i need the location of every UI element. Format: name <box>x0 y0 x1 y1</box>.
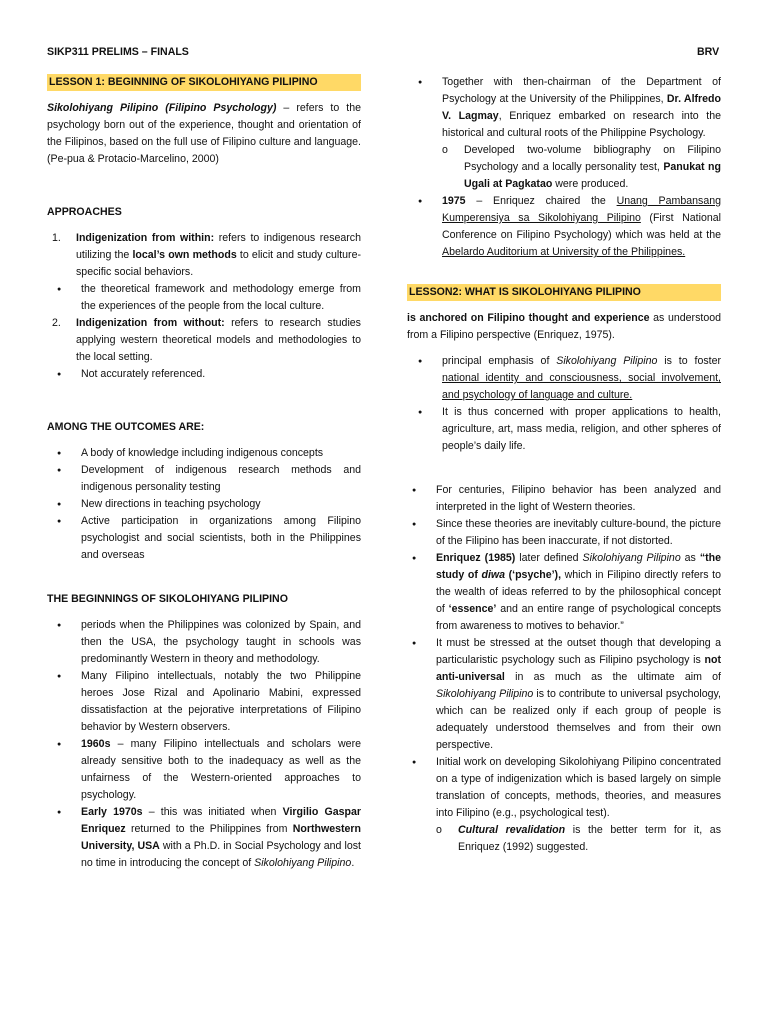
beginnings-list <box>47 617 361 872</box>
beginnings-item: ● 1960s – many Filipino intellectuals and scholars were already sensitive both to the inadequacy as well as the unfairness of the Western-oriented approaches to psychology. <box>81 736 361 804</box>
approaches-list <box>47 230 361 383</box>
beginnings-item: ● Early 1970s – this was initiated when Virgilio Gaspar Enriquez returned to the Philippines from Northwestern University, USA with a Ph.D. in Social Psychology and lost no time in introducing the concept of Sikolohiyang Pilipino. <box>81 804 361 872</box>
lesson2-heading: LESSON2: WHAT IS SIKOLOHIYANG PILIPINO <box>407 284 721 301</box>
anchored-paragraph: is anchored on Filipino thought and experience as understood from a Filipino perspective (Enriquez, 1975). <box>407 312 721 341</box>
western-item: ● It must be stressed at the outset though that developing a particularistic psychology such as Filipino psychology is not anti-universal in as much as the ultimate aim of Sikolohiyang Pilipino is to contribute to universal psychology, which can be realized only if each group of people is adequately understood themselves and from their own perspective. <box>436 635 721 754</box>
beginnings-item: ● Many Filipino intellectuals, notably the two Philippine heroes Jose Rizal and Apolinario Mabini, expressed dissatisfaction at the pejorative interpretations of Filipino behavior by Western observers. <box>81 668 361 736</box>
outcome-item: ● Development of indigenous research methods and indigenous personality testing <box>81 462 361 496</box>
history-item: ● Together with then-chairman of the Department of Psychology at the University of the Philippines, Dr. Alfredo V. Lagmay, Enriquez embarked on research into the historical and cultural roots of the Philippine Psychology. o Developed two-volume bibliography on Filipino Psychology and a locally personality test, Panukat ng Ugali at Pagkatao were produced. <box>442 74 721 193</box>
western-item: ● Initial work on developing Sikolohiyang Pilipino concentrated on a type of indigenization which is based largely on simple translation of concepts, methods, theories, and measures into Filipino (e.g., psychological test). o Cultural revalidation is the better term for it, as Enriquez (1992) suggested. <box>436 754 721 856</box>
beginnings-item: ● periods when the Philippines was colonized by Spain, and then the USA, the psychology taught in schools was predominantly Western in theory and methodology. <box>81 617 361 668</box>
history-subitem: o Developed two-volume bibliography on Filipino Psychology and a locally personality test, Panukat ng Ugali at Pagkatao were produced. <box>464 142 721 193</box>
outcomes-list <box>47 445 361 564</box>
western-list <box>407 482 721 856</box>
western-item: ● Enriquez (1985) later defined Sikolohiyang Pilipino as “the study of diwa (‘psyche’), which in Filipino directly refers to the wealth of ideas referred to by the philosophical concept of ‘essence’ and an entire range of psychological concepts from awareness to motives to behavior.” <box>436 550 721 635</box>
emphasis-item: ● It is thus concerned with proper applications to health, agriculture, art, mass media, religion, and other spheres of people’s daily life. <box>442 404 721 455</box>
outcome-item: ● Active participation in organizations among Filipino psychologist and social scientists, both in the Philippines and overseas <box>81 513 361 564</box>
history-item: ● 1975 – Enriquez chaired the Unang Pambansang Kumperensiya sa Sikolohiyang Pilipino (First National Conference on Filipino Psychology) which was held at the Abelardo Auditorium at University of the Philippines. <box>442 193 721 261</box>
western-item: ● Since these theories are inevitably culture-bound, the picture of the Filipino has been inaccurate, if not distorted. <box>436 516 721 550</box>
history-list <box>407 74 721 261</box>
western-subitem: o Cultural revalidation is the better term for it, as Enriquez (1992) suggested. <box>458 822 721 856</box>
lesson1-heading: LESSON 1: BEGINNING OF SIKOLOHIYANG PILIPINO <box>47 74 361 91</box>
right-column <box>407 74 721 856</box>
approaches-heading: APPROACHES <box>47 206 122 218</box>
emphasis-item: ● principal emphasis of Sikolohiyang Pilipino is to foster national identity and consciousness, social involvement, and psychology of language and culture. <box>442 353 721 404</box>
outcome-item: ● A body of knowledge including indigenous concepts <box>81 445 361 462</box>
left-column <box>47 74 361 872</box>
history-sublist <box>442 142 721 193</box>
beginnings-heading: THE BEGINNINGS OF SIKOLOHIYANG PILIPINO <box>47 593 288 605</box>
western-item: ● For centuries, Filipino behavior has been analyzed and interpreted in the light of Western theories. <box>436 482 721 516</box>
outcome-item: ● New directions in teaching psychology <box>81 496 361 513</box>
approach-2-bullet: ● Not accurately referenced. <box>81 366 361 383</box>
emphasis-list <box>407 353 721 455</box>
approach-1-bullet: ● the theoretical framework and methodology emerge from the experiences of the people from the local culture. <box>81 281 361 315</box>
western-sublist <box>436 822 721 856</box>
outcomes-heading: AMONG THE OUTCOMES ARE: <box>47 421 205 433</box>
definition-paragraph: Sikolohiyang Pilipino (Filipino Psychology) – refers to the psychology born out of the experience, thought and orientation of the Filipinos, based on the full use of Filipino culture and language. (Pe-pua & Protacio-Marcelino, 2000) <box>47 102 361 165</box>
header-course: SIKP311 PRELIMS – FINALS <box>47 46 189 58</box>
approach-2: 2. Indigenization from without: refers to research studies applying western theoretical models and methodologies to the local setting. <box>52 317 361 363</box>
header-initials: BRV <box>697 46 720 58</box>
approach-1: 1. Indigenization from within: refers to indigenous research utilizing the local’s own methods to elicit and study culture-specific social behaviors. <box>52 232 361 278</box>
